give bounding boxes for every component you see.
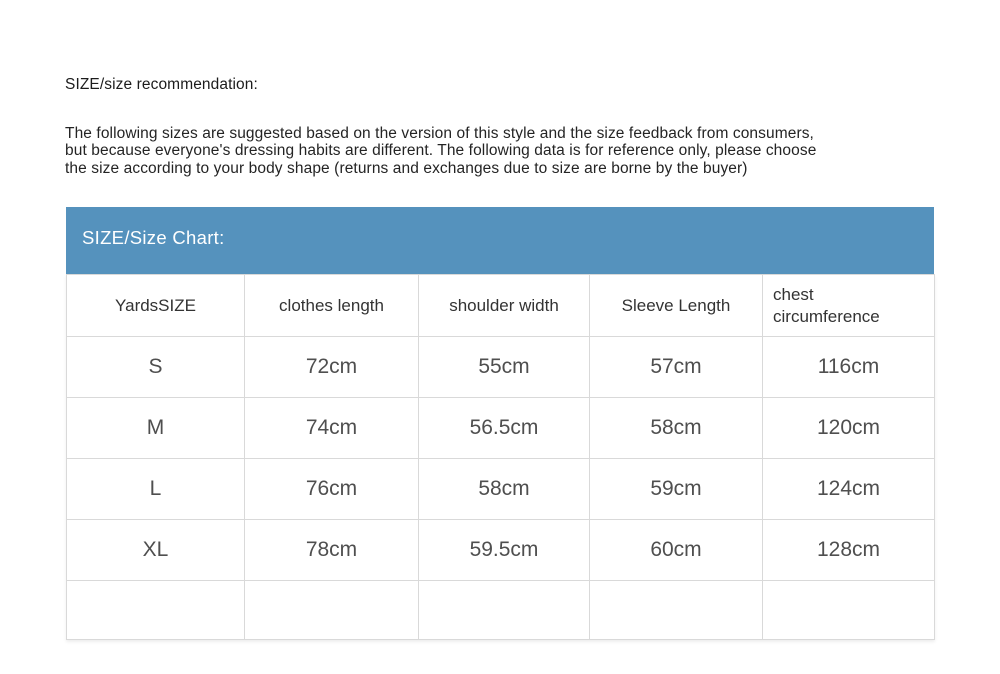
measurement-cell: 72cm [245, 337, 419, 398]
measurement-cell: 124cm [763, 459, 935, 520]
column-header-shoulder-width: shoulder width [419, 275, 590, 337]
size-cell: L [67, 459, 245, 520]
size-cell: S [67, 337, 245, 398]
table-row-size-xl [67, 520, 935, 581]
table-row-size-l [67, 459, 935, 520]
size-chart-title: SIZE/Size Chart: [82, 226, 225, 248]
intro-line: but because everyone's dressing habits are different. The following data is for reference only, please choose [65, 142, 817, 160]
size-cell: M [67, 398, 245, 459]
measurement-cell: 59.5cm [419, 520, 590, 581]
page-title: SIZE/size recommendation: [65, 76, 258, 93]
intro-paragraph [65, 125, 945, 177]
size-cell: XL [67, 520, 245, 581]
measurement-cell: 55cm [419, 337, 590, 398]
intro-line: The following sizes are suggested based on the version of this style and the size feedback from consumers, [65, 125, 814, 142]
measurement-cell: 128cm [763, 520, 935, 581]
header-row [67, 275, 935, 337]
measurement-cell: 78cm [245, 520, 419, 581]
intro-line: the size according to your body shape (returns and exchanges due to size are borne by the buyer) [65, 159, 748, 177]
measurement-cell: 60cm [590, 520, 763, 581]
column-header-sleeve-length: Sleeve Length [590, 275, 763, 337]
measurement-cell [419, 581, 590, 640]
measurement-cell [590, 581, 763, 640]
measurement-cell [763, 581, 935, 640]
measurement-cell: 120cm [763, 398, 935, 459]
table-row-size-m [67, 398, 935, 459]
measurement-cell [245, 581, 419, 640]
size-cell [67, 581, 245, 640]
measurement-cell: 58cm [419, 459, 590, 520]
column-header-chest-circumference: chest circumference [763, 275, 935, 337]
measurement-cell: 76cm [245, 459, 419, 520]
size-chart-header-bar [66, 207, 934, 274]
column-header-clothes-length: clothes length [245, 275, 419, 337]
measurement-cell: 58cm [590, 398, 763, 459]
measurement-cell: 116cm [763, 337, 935, 398]
size-chart-table [66, 274, 935, 640]
table-row-empty [67, 581, 935, 640]
column-header-yards-size: YardsSIZE [67, 275, 245, 337]
measurement-cell: 57cm [590, 337, 763, 398]
measurement-cell: 56.5cm [419, 398, 590, 459]
measurement-cell: 74cm [245, 398, 419, 459]
measurement-cell: 59cm [590, 459, 763, 520]
table-row-size-s [67, 337, 935, 398]
